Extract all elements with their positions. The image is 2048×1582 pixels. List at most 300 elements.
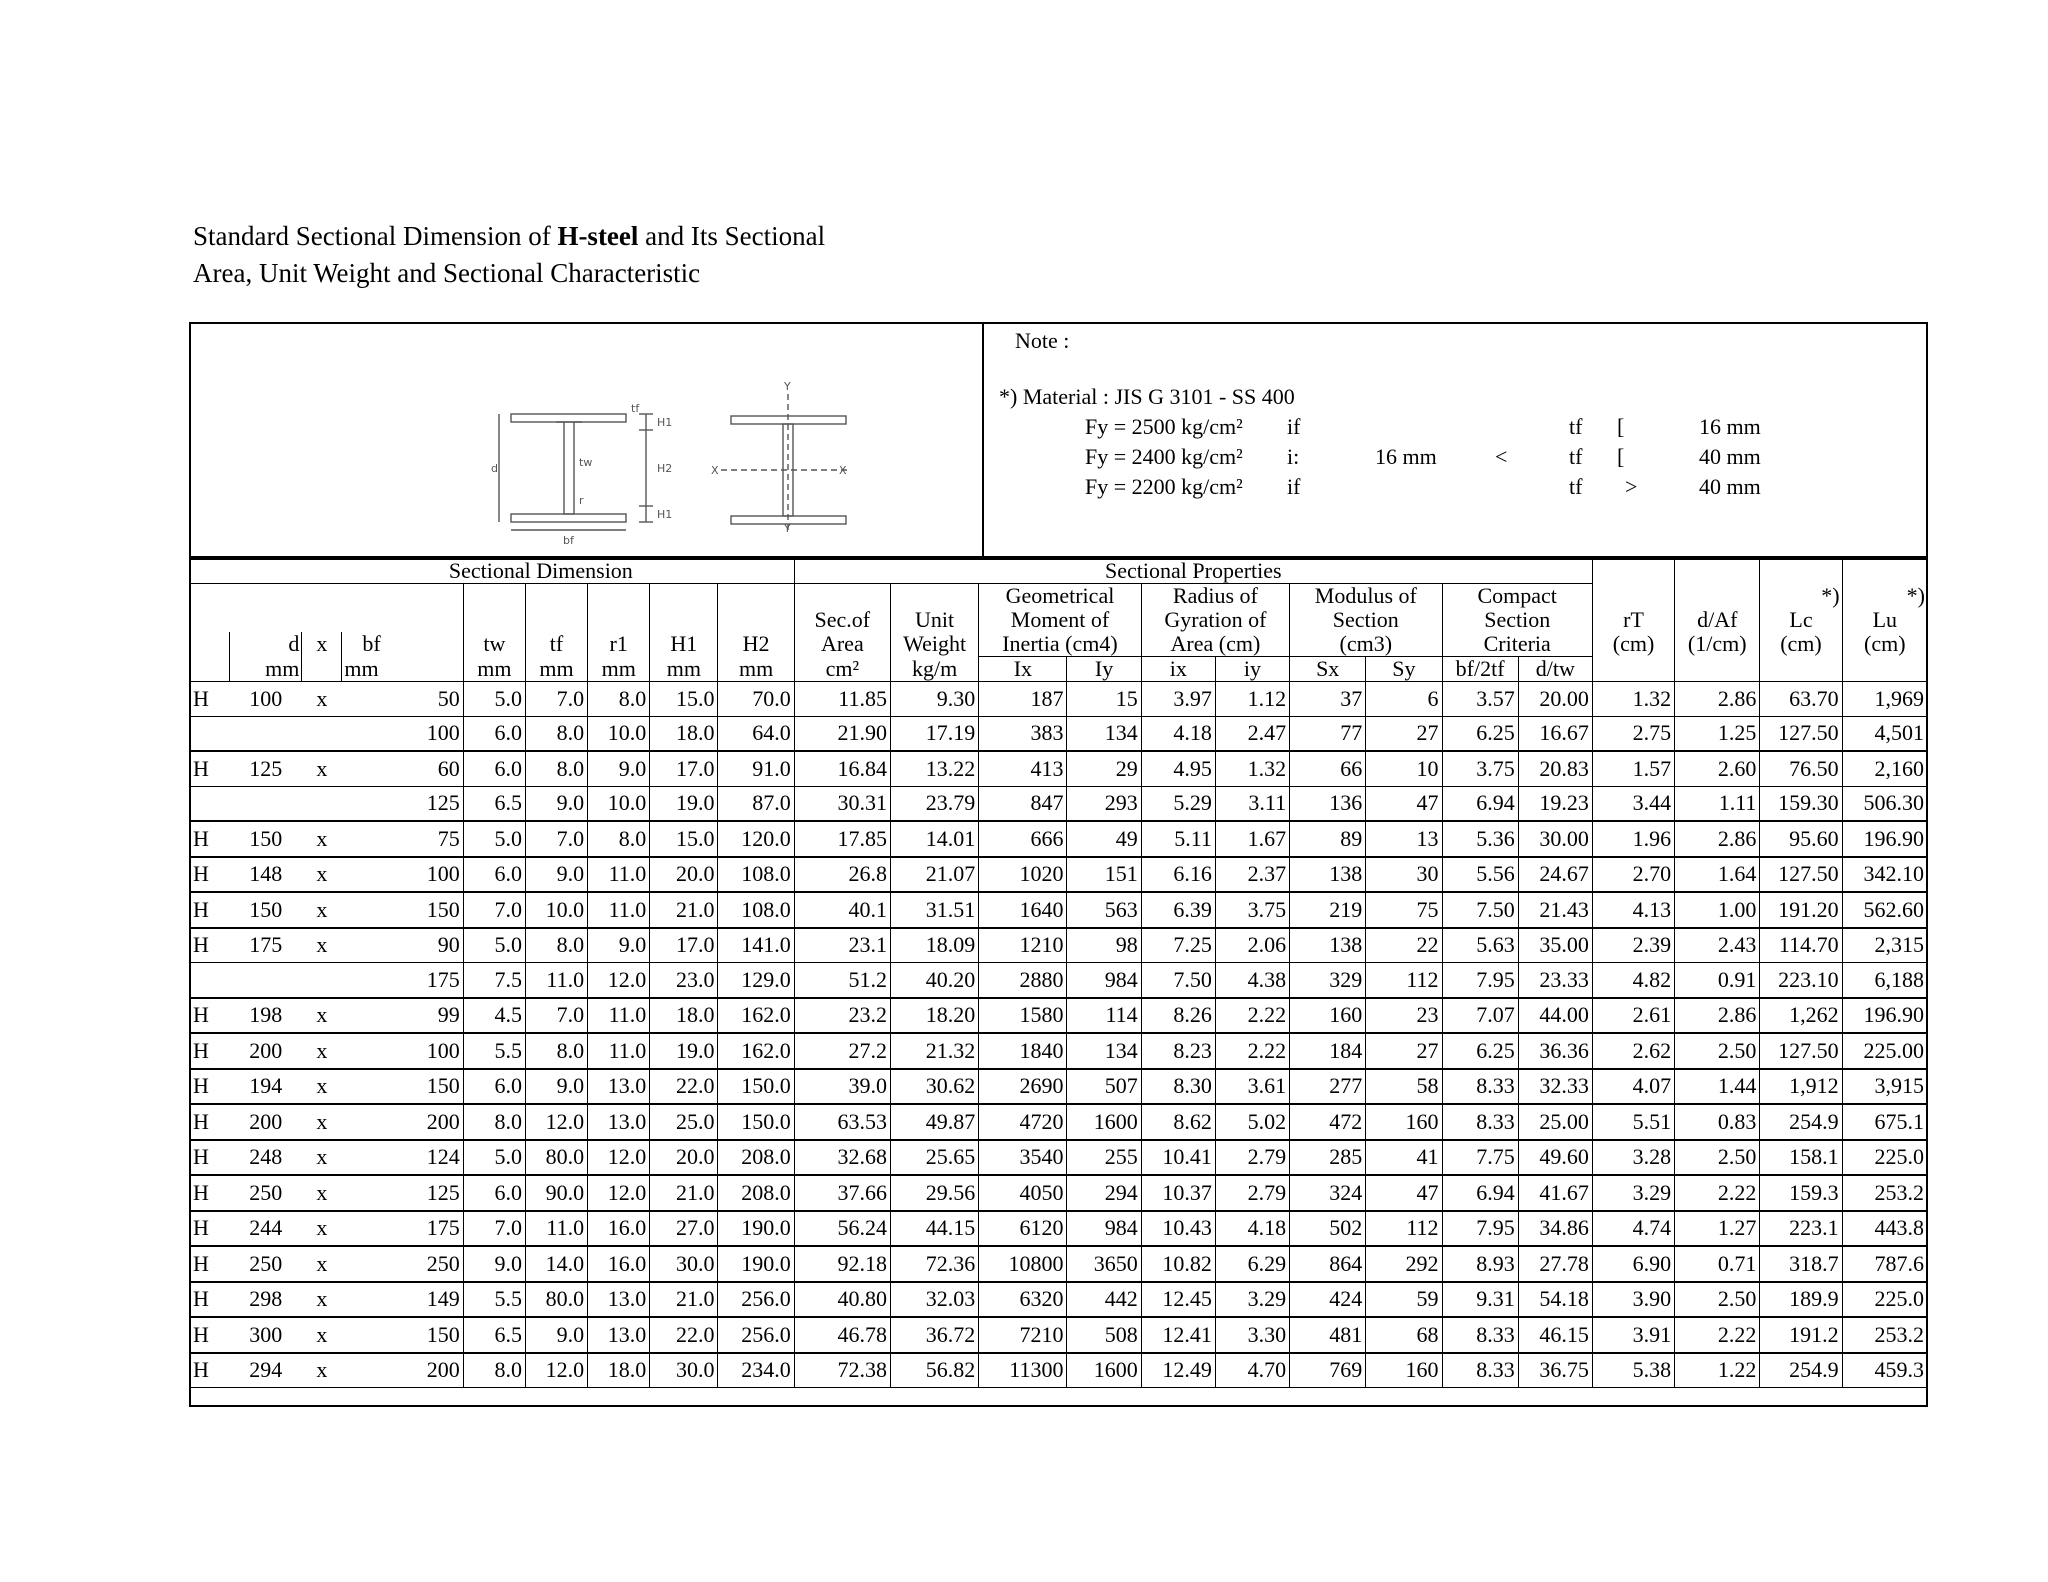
cell-tf: 8.0 <box>525 716 587 751</box>
cell-daf: 2.50 <box>1675 1282 1760 1318</box>
cell-prefix: H <box>190 1211 230 1247</box>
cell-bf2tf: 6.25 <box>1442 1033 1518 1069</box>
cell-tf: 80.0 <box>525 1140 587 1176</box>
modulus-header-2: Section <box>1290 608 1442 632</box>
cell-iy: 3650 <box>1067 1246 1141 1282</box>
cell-r1: 11.0 <box>588 857 650 893</box>
cell-h1: 27.0 <box>650 1211 718 1247</box>
cell-h2: 64.0 <box>718 716 794 751</box>
cell-r1: 10.0 <box>588 716 650 751</box>
cell-sy: 75 <box>1366 892 1442 928</box>
gyration-header-1: Radius of <box>1141 584 1289 609</box>
cell-bf2tf: 8.93 <box>1442 1246 1518 1282</box>
cell-tf: 14.0 <box>525 1246 587 1282</box>
cell-d <box>230 963 302 998</box>
cell-bf: 150 <box>342 892 463 928</box>
cell-prefix <box>190 786 230 821</box>
cell-dtw: 27.78 <box>1518 1246 1592 1282</box>
cell-dtw: 30.00 <box>1518 821 1592 857</box>
cell-dtw: 20.00 <box>1518 682 1592 717</box>
cell-ix: 1210 <box>979 928 1067 963</box>
cell-x: x <box>302 1353 342 1388</box>
cell-h2: 87.0 <box>718 786 794 821</box>
cell-iy: 563 <box>1067 892 1141 928</box>
cell-bf2tf: 8.33 <box>1442 1317 1518 1353</box>
cell-area: 30.31 <box>794 786 890 821</box>
cell-weight: 23.79 <box>890 786 978 821</box>
cell-bf2tf: 3.75 <box>1442 751 1518 786</box>
cell-r1: 16.0 <box>588 1211 650 1247</box>
cell-gyr-ix: 6.39 <box>1141 892 1215 928</box>
cell-bf: 175 <box>342 1211 463 1247</box>
inertia-header-1: Geometrical <box>979 584 1141 609</box>
cell-sy: 112 <box>1366 963 1442 998</box>
lu-unit: (cm) <box>1842 632 1927 657</box>
cell-bf2tf: 7.95 <box>1442 1211 1518 1247</box>
group-header-dimension: Sectional Dimension <box>190 559 795 584</box>
cell-d: 300 <box>230 1317 302 1353</box>
cell-sx: 138 <box>1290 928 1366 963</box>
cell-h2: 108.0 <box>718 892 794 928</box>
cell-sy: 41 <box>1366 1140 1442 1176</box>
note-limit-2: 40 mm <box>1699 444 1761 469</box>
cell-h1: 15.0 <box>650 682 718 717</box>
cell-x: x <box>302 892 342 928</box>
cell-daf: 2.50 <box>1675 1140 1760 1176</box>
cell-prefix: H <box>190 1104 230 1140</box>
cell-sy: 160 <box>1366 1104 1442 1140</box>
cell-lu: 6,188 <box>1842 963 1927 998</box>
cell-area: 72.38 <box>794 1353 890 1388</box>
cell-bf2tf: 5.56 <box>1442 857 1518 893</box>
cell-lu: 459.3 <box>1842 1353 1927 1388</box>
cell-weight: 30.62 <box>890 1069 978 1105</box>
cell-tf: 9.0 <box>525 1317 587 1353</box>
compact-header-2: Section <box>1442 608 1592 632</box>
cell-bf2tf: 7.07 <box>1442 998 1518 1034</box>
cell-bf: 99 <box>342 998 463 1034</box>
diagram-label-y-top: Y <box>784 380 791 393</box>
cell-bf2tf: 9.31 <box>1442 1282 1518 1318</box>
cell-gyr-ix: 7.25 <box>1141 928 1215 963</box>
group-header-properties: Sectional Properties <box>794 559 1592 584</box>
cell-lc: 254.9 <box>1760 1104 1842 1140</box>
cell-d: 125 <box>230 751 302 786</box>
cell-d: 248 <box>230 1140 302 1176</box>
cell-gyr-iy: 2.22 <box>1215 1033 1289 1069</box>
table-row <box>190 963 1928 998</box>
note-limit-1: 16 mm <box>1699 414 1761 439</box>
cell-d: 298 <box>230 1282 302 1318</box>
table-row <box>190 821 1928 857</box>
cell-bf2tf: 8.33 <box>1442 1069 1518 1105</box>
cell-r1: 12.0 <box>588 963 650 998</box>
note-cond-2: i: <box>1287 444 1300 469</box>
cell-h1: 21.0 <box>650 1282 718 1318</box>
bf-unit: mm <box>342 657 463 682</box>
cell-x: x <box>302 1104 342 1140</box>
cell-bf: 50 <box>342 682 463 717</box>
cell-gyr-iy: 2.47 <box>1215 716 1289 751</box>
cell-tw: 5.5 <box>463 1033 525 1069</box>
cell-h1: 19.0 <box>650 1033 718 1069</box>
cell-gyr-ix: 8.23 <box>1141 1033 1215 1069</box>
lc-header: Lc <box>1760 608 1842 632</box>
cell-iy: 984 <box>1067 963 1141 998</box>
cell-gyr-iy: 2.79 <box>1215 1140 1289 1176</box>
cell-weight: 21.07 <box>890 857 978 893</box>
diagram-label-d: d <box>491 462 498 475</box>
cell-gyr-ix: 8.62 <box>1141 1104 1215 1140</box>
lc-note: *) <box>1760 584 1842 609</box>
cell-sx: 160 <box>1290 998 1366 1034</box>
cell-lu: 225.0 <box>1842 1140 1927 1176</box>
cell-r1: 8.0 <box>588 821 650 857</box>
cell-lu: 225.0 <box>1842 1282 1927 1318</box>
cell-h2: 162.0 <box>718 998 794 1034</box>
table-row <box>190 1211 1928 1247</box>
cell-h1: 22.0 <box>650 1069 718 1105</box>
cell-iy: 49 <box>1067 821 1141 857</box>
cell-lc: 254.9 <box>1760 1353 1842 1388</box>
cell-prefix: H <box>190 1069 230 1105</box>
cell-iy: 1600 <box>1067 1104 1141 1140</box>
cell-sx: 285 <box>1290 1140 1366 1176</box>
cell-area: 21.90 <box>794 716 890 751</box>
cell-rt: 1.32 <box>1592 682 1674 717</box>
cell-d <box>230 716 302 751</box>
cell-x <box>302 963 342 998</box>
table-row <box>190 1317 1928 1353</box>
cell-lu: 1,969 <box>1842 682 1927 717</box>
cell-iy: 984 <box>1067 1211 1141 1247</box>
cell-h1: 25.0 <box>650 1104 718 1140</box>
cell-lu: 225.00 <box>1842 1033 1927 1069</box>
cell-gyr-iy: 1.32 <box>1215 751 1289 786</box>
h2-header: H2 <box>718 632 794 657</box>
cell-daf: 2.60 <box>1675 751 1760 786</box>
cell-area: 40.1 <box>794 892 890 928</box>
cell-rt: 5.38 <box>1592 1353 1674 1388</box>
cell-area: 23.1 <box>794 928 890 963</box>
cell-bf: 100 <box>342 1033 463 1069</box>
table-row <box>190 1069 1928 1105</box>
cell-bf: 125 <box>342 1175 463 1211</box>
cell-h2: 141.0 <box>718 928 794 963</box>
h1-header: H1 <box>650 632 718 657</box>
cell-h2: 256.0 <box>718 1317 794 1353</box>
cell-bf: 150 <box>342 1069 463 1105</box>
cell-dtw: 23.33 <box>1518 963 1592 998</box>
cell-d: 200 <box>230 1033 302 1069</box>
cell-h2: 190.0 <box>718 1211 794 1247</box>
table-row <box>190 1282 1928 1318</box>
cell-rt: 2.62 <box>1592 1033 1674 1069</box>
cell-d: 294 <box>230 1353 302 1388</box>
cell-gyr-iy: 3.11 <box>1215 786 1289 821</box>
cell-weight: 40.20 <box>890 963 978 998</box>
area-header-2: Area <box>794 632 890 657</box>
table-row <box>190 1353 1928 1388</box>
iy-header: Iy <box>1067 657 1141 682</box>
weight-header-2: Weight <box>890 632 978 657</box>
cell-tw: 4.5 <box>463 998 525 1034</box>
cell-sy: 68 <box>1366 1317 1442 1353</box>
cell-prefix: H <box>190 1033 230 1069</box>
note-tf-3: tf <box>1569 474 1583 499</box>
cell-prefix: H <box>190 928 230 963</box>
weight-header-1: Unit <box>890 608 978 632</box>
cell-tf: 8.0 <box>525 928 587 963</box>
cell-lc: 1,262 <box>1760 998 1842 1034</box>
cell-weight: 21.32 <box>890 1033 978 1069</box>
cell-h1: 17.0 <box>650 751 718 786</box>
cell-dtw: 19.23 <box>1518 786 1592 821</box>
table-row <box>190 786 1928 821</box>
cell-weight: 17.19 <box>890 716 978 751</box>
cell-rt: 3.28 <box>1592 1140 1674 1176</box>
table-row <box>190 928 1928 963</box>
diagram-label-h2: H2 <box>657 462 673 475</box>
cell-rt: 6.90 <box>1592 1246 1674 1282</box>
diagram-label-tf: tf <box>631 402 640 415</box>
gyration-header-3: Area (cm) <box>1141 632 1289 657</box>
cell-h2: 129.0 <box>718 963 794 998</box>
rt-unit: (cm) <box>1592 632 1674 657</box>
h1-unit: mm <box>650 657 718 682</box>
cell-rt: 3.29 <box>1592 1175 1674 1211</box>
cell-h2: 208.0 <box>718 1175 794 1211</box>
cell-daf: 0.71 <box>1675 1246 1760 1282</box>
cell-gyr-iy: 3.61 <box>1215 1069 1289 1105</box>
cell-gyr-ix: 8.26 <box>1141 998 1215 1034</box>
cell-prefix: H <box>190 821 230 857</box>
cell-dtw: 49.60 <box>1518 1140 1592 1176</box>
cell-lu: 562.60 <box>1842 892 1927 928</box>
cell-gyr-ix: 12.41 <box>1141 1317 1215 1353</box>
cell-area: 32.68 <box>794 1140 890 1176</box>
material-note <box>999 324 1919 556</box>
note-material: *) Material : JIS G 3101 - SS 400 <box>999 384 1295 409</box>
cell-lu: 2,160 <box>1842 751 1927 786</box>
note-fy-3: Fy = 2200 kg/cm² <box>1085 474 1243 499</box>
cell-tf: 9.0 <box>525 857 587 893</box>
cell-bf2tf: 7.75 <box>1442 1140 1518 1176</box>
cell-d: 200 <box>230 1104 302 1140</box>
cell-sy: 292 <box>1366 1246 1442 1282</box>
cell-gyr-ix: 3.97 <box>1141 682 1215 717</box>
cell-tf: 10.0 <box>525 892 587 928</box>
cell-iy: 1600 <box>1067 1353 1141 1388</box>
cell-d: 194 <box>230 1069 302 1105</box>
bf-header: bf <box>342 632 463 657</box>
cell-d: 150 <box>230 892 302 928</box>
cell-lc: 127.50 <box>1760 857 1842 893</box>
diagram-label-tw: tw <box>579 456 593 469</box>
cell-prefix: H <box>190 892 230 928</box>
cell-sx: 329 <box>1290 963 1366 998</box>
cell-bf2tf: 7.50 <box>1442 892 1518 928</box>
weight-unit: kg/m <box>890 657 978 682</box>
cell-rt: 5.51 <box>1592 1104 1674 1140</box>
cell-dtw: 16.67 <box>1518 716 1592 751</box>
cell-gyr-ix: 10.82 <box>1141 1246 1215 1282</box>
diagram-label-h1-top: H1 <box>657 416 673 429</box>
sy-header: Sy <box>1366 657 1442 682</box>
cell-bf: 125 <box>342 786 463 821</box>
cell-dtw: 36.75 <box>1518 1353 1592 1388</box>
cell-r1: 11.0 <box>588 998 650 1034</box>
cell-lc: 159.30 <box>1760 786 1842 821</box>
cell-gyr-ix: 4.18 <box>1141 716 1215 751</box>
diagram-label-y-bottom: Y <box>784 522 791 535</box>
cell-sx: 184 <box>1290 1033 1366 1069</box>
dtw-header: d/tw <box>1518 657 1592 682</box>
cell-tw: 5.0 <box>463 682 525 717</box>
header-divider <box>982 324 984 556</box>
cell-gyr-ix: 10.37 <box>1141 1175 1215 1211</box>
area-unit: cm² <box>794 657 890 682</box>
cell-x: x <box>302 1246 342 1282</box>
cell-lc: 191.2 <box>1760 1317 1842 1353</box>
cell-tf: 9.0 <box>525 786 587 821</box>
cell-gyr-iy: 2.37 <box>1215 857 1289 893</box>
cell-iy: 98 <box>1067 928 1141 963</box>
note-op-2: [ <box>1617 444 1625 469</box>
gyr-iy-header: iy <box>1215 657 1289 682</box>
cell-gyr-iy: 4.38 <box>1215 963 1289 998</box>
cell-prefix: H <box>190 751 230 786</box>
cell-sx: 219 <box>1290 892 1366 928</box>
cell-lc: 127.50 <box>1760 716 1842 751</box>
cell-iy: 29 <box>1067 751 1141 786</box>
cell-gyr-iy: 4.18 <box>1215 1211 1289 1247</box>
note-cond-1: if <box>1287 414 1301 439</box>
cell-sx: 77 <box>1290 716 1366 751</box>
cell-gyr-ix: 7.50 <box>1141 963 1215 998</box>
cell-gyr-iy: 3.75 <box>1215 892 1289 928</box>
note-op-3: > <box>1625 474 1638 499</box>
cell-sy: 58 <box>1366 1069 1442 1105</box>
cell-tw: 6.0 <box>463 857 525 893</box>
cell-gyr-iy: 1.67 <box>1215 821 1289 857</box>
cell-daf: 2.86 <box>1675 682 1760 717</box>
cell-daf: 2.22 <box>1675 1175 1760 1211</box>
cell-sx: 502 <box>1290 1211 1366 1247</box>
cell-h2: 150.0 <box>718 1069 794 1105</box>
r1-header: r1 <box>588 632 650 657</box>
cell-area: 26.8 <box>794 857 890 893</box>
cell-dtw: 35.00 <box>1518 928 1592 963</box>
cell-iy: 15 <box>1067 682 1141 717</box>
cell-lu: 3,915 <box>1842 1069 1927 1105</box>
cell-weight: 72.36 <box>890 1246 978 1282</box>
cell-lc: 223.10 <box>1760 963 1842 998</box>
cell-sy: 6 <box>1366 682 1442 717</box>
cell-tf: 7.0 <box>525 682 587 717</box>
cell-sy: 59 <box>1366 1282 1442 1318</box>
page-title: Standard Sectional Dimension of H-steel and Its Sectional Area, Unit Weight and Sectional Characteristic <box>193 221 826 288</box>
cell-r1: 11.0 <box>588 892 650 928</box>
table-row <box>190 1104 1928 1140</box>
diagram-label-x-left: X <box>711 464 719 477</box>
cell-r1: 13.0 <box>588 1282 650 1318</box>
cell-bf: 200 <box>342 1353 463 1388</box>
cell-x: x <box>302 1211 342 1247</box>
cell-rt: 3.90 <box>1592 1282 1674 1318</box>
cell-sx: 481 <box>1290 1317 1366 1353</box>
cell-tf: 9.0 <box>525 1069 587 1105</box>
cell-lc: 1,912 <box>1760 1069 1842 1105</box>
cell-d: 175 <box>230 928 302 963</box>
cell-sx: 136 <box>1290 786 1366 821</box>
table-row <box>190 1140 1928 1176</box>
cell-d: 250 <box>230 1175 302 1211</box>
cell-weight: 44.15 <box>890 1211 978 1247</box>
cell-x: x <box>302 998 342 1034</box>
cell-daf: 2.50 <box>1675 1033 1760 1069</box>
lu-header: Lu <box>1842 608 1927 632</box>
d-unit: mm <box>230 657 302 682</box>
cell-daf: 1.64 <box>1675 857 1760 893</box>
cell-lc: 189.9 <box>1760 1282 1842 1318</box>
cell-tw: 6.0 <box>463 751 525 786</box>
cell-weight: 32.03 <box>890 1282 978 1318</box>
note-tf-2: tf <box>1569 444 1583 469</box>
cell-x: x <box>302 1140 342 1176</box>
cell-h1: 21.0 <box>650 892 718 928</box>
cell-iy: 442 <box>1067 1282 1141 1318</box>
cell-h2: 208.0 <box>718 1140 794 1176</box>
cell-tf: 8.0 <box>525 751 587 786</box>
cell-tw: 5.0 <box>463 1140 525 1176</box>
lc-unit: (cm) <box>1760 632 1842 657</box>
rt-header: rT <box>1592 608 1674 632</box>
cell-tw: 5.0 <box>463 821 525 857</box>
cell-tf: 11.0 <box>525 1211 587 1247</box>
cell-ix: 7210 <box>979 1317 1067 1353</box>
cell-ix: 1840 <box>979 1033 1067 1069</box>
cell-d: 150 <box>230 821 302 857</box>
inertia-header-2: Moment of <box>979 608 1141 632</box>
cell-gyr-ix: 8.30 <box>1141 1069 1215 1105</box>
cell-x: x <box>302 1175 342 1211</box>
cell-rt: 4.07 <box>1592 1069 1674 1105</box>
cell-area: 27.2 <box>794 1033 890 1069</box>
diagram-label-r: r <box>579 494 584 507</box>
table-row <box>190 682 1928 717</box>
cell-daf: 2.86 <box>1675 821 1760 857</box>
cell-weight: 9.30 <box>890 682 978 717</box>
table-row <box>190 1175 1928 1211</box>
cell-lu: 196.90 <box>1842 998 1927 1034</box>
cell-h1: 18.0 <box>650 998 718 1034</box>
cell-lc: 191.20 <box>1760 892 1842 928</box>
cell-weight: 49.87 <box>890 1104 978 1140</box>
cell-weight: 18.20 <box>890 998 978 1034</box>
area-header-1: Sec.of <box>794 608 890 632</box>
cell-iy: 294 <box>1067 1175 1141 1211</box>
cell-tw: 6.5 <box>463 1317 525 1353</box>
cell-bf: 75 <box>342 821 463 857</box>
cell-rt: 2.39 <box>1592 928 1674 963</box>
note-fy-2: Fy = 2400 kg/cm² <box>1085 444 1243 469</box>
cell-prefix: H <box>190 1246 230 1282</box>
cell-tw: 7.5 <box>463 963 525 998</box>
cell-iy: 255 <box>1067 1140 1141 1176</box>
cell-dtw: 34.86 <box>1518 1211 1592 1247</box>
modulus-header-3: (cm3) <box>1290 632 1442 657</box>
